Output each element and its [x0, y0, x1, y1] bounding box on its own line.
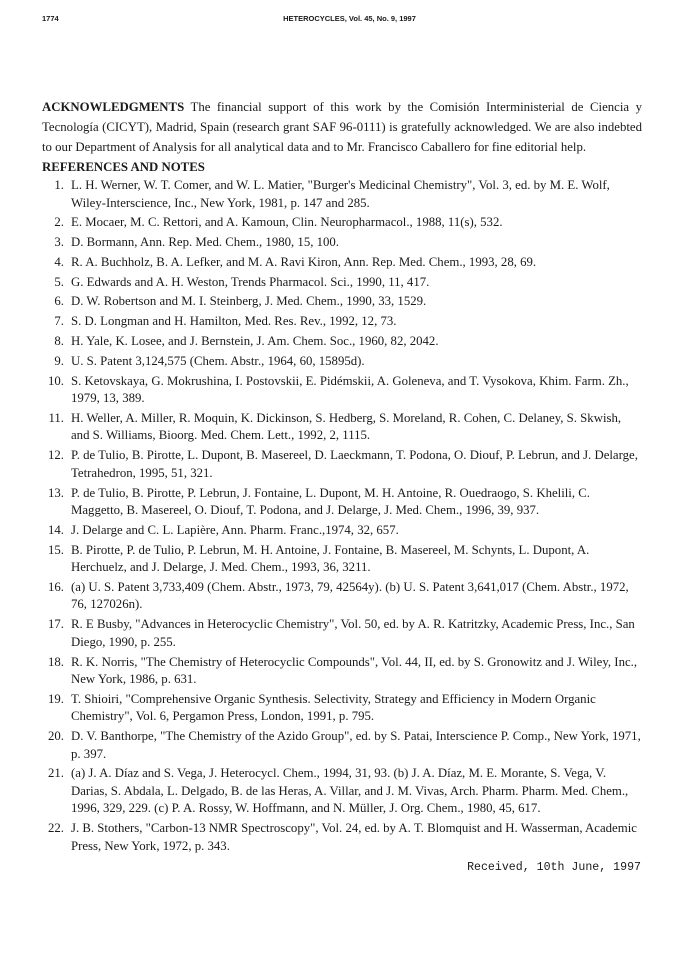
reference-text: D. V. Banthorpe, "The Chemistry of the Azido Group", ed. by S. Patai, Interscience P. Comp., New York, 1971, p. 397. — [71, 729, 641, 761]
reference-number: 19. — [48, 691, 64, 706]
references-list — [42, 177, 642, 855]
reference-item — [42, 522, 642, 540]
reference-text: P. de Tulio, B. Pirotte, L. Dupont, B. Masereel, D. Laeckmann, T. Podona, O. Diouf, P. Lebrun, and J. Delarge, Tetrahedron, 1995, 51, 321. — [71, 448, 638, 480]
reference-number: 6. — [54, 294, 64, 309]
reference-item — [42, 820, 642, 855]
reference-text: S. D. Longman and H. Hamilton, Med. Res. Rev., 1992, 12, 73. — [71, 314, 397, 329]
reference-number: 14. — [48, 522, 64, 537]
page-number: 1774 — [42, 14, 59, 23]
reference-text: T. Shioiri, "Comprehensive Organic Synthesis. Selectivity, Strategy and Efficiency in Modern Organic Chemistry", Vol. 6, Pergamon Press, London, 1991, p. 795. — [71, 691, 596, 724]
reference-item — [42, 353, 642, 371]
reference-number: 1. — [54, 178, 64, 192]
reference-item — [42, 214, 642, 232]
reference-text: B. Pirotte, P. de Tulio, P. Lebrun, M. H. Antoine, J. Fontaine, B. Masereel, M. Schynts, L. Dupont, A. Herchuelz, and J. Delarge, J. Med. Chem., 1993, 36, 3211. — [71, 542, 590, 575]
reference-text: R. A. Buchholz, B. A. Lefker, and M. A. Ravi Kiron, Ann. Rep. Med. Chem., 1993, 28, 69. — [71, 254, 537, 269]
reference-item — [42, 373, 642, 408]
acknowledgments-paragraph — [42, 97, 642, 157]
reference-item — [42, 765, 642, 818]
reference-item — [42, 654, 642, 689]
reference-text: S. Ketovskaya, G. Mokrushina, I. Postovskii, E. Pidémskii, A. Goleneva, and T. Vysokova, Khim. Farm. Zh., 1979, 13, 389. — [71, 373, 629, 406]
reference-item — [42, 293, 642, 311]
reference-item — [42, 691, 642, 726]
page-body — [42, 97, 642, 858]
reference-number: 16. — [48, 579, 64, 594]
reference-item — [42, 447, 642, 482]
reference-number: 7. — [54, 314, 64, 329]
reference-item — [42, 616, 642, 651]
reference-text: U. S. Patent 3,124,575 (Chem. Abstr., 1964, 60, 15895d). — [71, 353, 365, 368]
reference-number: 18. — [48, 654, 64, 669]
reference-number: 3. — [54, 235, 64, 250]
reference-number: 17. — [48, 617, 64, 632]
reference-number: 21. — [48, 766, 64, 781]
reference-number: 20. — [48, 729, 64, 744]
reference-text: D. W. Robertson and M. I. Steinberg, J. Med. Chem., 1990, 33, 1529. — [71, 294, 427, 309]
journal-running-title: HETEROCYCLES, Vol. 45, No. 9, 1997 — [283, 14, 416, 23]
reference-item — [42, 485, 642, 520]
reference-item — [42, 274, 642, 292]
reference-number: 22. — [48, 821, 64, 836]
reference-text: D. Bormann, Ann. Rep. Med. Chem., 1980, 15, 100. — [71, 235, 340, 250]
reference-text: (a) J. A. Díaz and S. Vega, J. Heterocycl. Chem., 1994, 31, 93. (b) J. A. Díaz, M. E. Morante, S. Vega, V. Darias, S. Abdala, L. Delgado, B. de las Heras, A. Villar, and J. M. Vivas, Arch. Pharm. Pharm. Med. Chem., 1996, 329, 229. (c) P. A. Rossy, W. Hoffmann, and N. Müller, J. Org. Chem., 1980, 45, 617. — [71, 766, 629, 816]
reference-number: 10. — [48, 373, 64, 388]
reference-number: 11. — [48, 410, 64, 425]
reference-number: 5. — [54, 274, 64, 289]
reference-text: J. Delarge and C. L. Lapière, Ann. Pharm. Franc.,1974, 32, 657. — [71, 522, 399, 537]
reference-item — [42, 177, 642, 212]
reference-text: H. Yale, K. Losee, and J. Bernstein, J. Am. Chem. Soc., 1960, 82, 2042. — [71, 334, 439, 349]
reference-text: R. E Busby, "Advances in Heterocyclic Chemistry", Vol. 50, ed. by A. R. Katritzky, Academic Press, Inc., San Diego, 1990, p. 255. — [71, 617, 635, 649]
reference-text: H. Weller, A. Miller, R. Moquin, K. Dickinson, S. Hedberg, S. Moreland, R. Cohen, C. Delaney, S. Skwish, and S. Williams, Bioorg. Med. Chem. Lett., 1992, 2, 1115. — [71, 410, 622, 443]
reference-item — [42, 234, 642, 252]
reference-item — [42, 542, 642, 577]
reference-number: 13. — [48, 485, 64, 500]
acknowledgments-section — [42, 97, 642, 157]
reference-number: 15. — [48, 542, 64, 557]
received-date: Received, 10th June, 1997 — [467, 861, 641, 874]
reference-number: 2. — [54, 215, 64, 230]
reference-number: 8. — [54, 334, 64, 349]
reference-text: E. Mocaer, M. C. Rettori, and A. Kamoun, Clin. Neuropharmacol., 1988, 11(s), 532. — [71, 215, 503, 230]
reference-text: P. de Tulio, B. Pirotte, P. Lebrun, J. Fontaine, L. Dupont, M. H. Antoine, R. Ouedraogo, S. Khelili, C. Maggetto, B. Masereel, O. Diouf, T. Podona, and J. Delarge, J. Med. Chem., 1996, 39, 937. — [71, 485, 590, 518]
acknowledgments-heading: ACKNOWLEDGMENTS — [42, 100, 185, 114]
reference-text: L. H. Werner, W. T. Comer, and W. L. Matier, "Burger's Medicinal Chemistry", Vol. 3, ed. by M. E. Wolf, Wiley-Interscience, Inc., New York, 1981, p. 147 and 285. — [71, 178, 610, 210]
reference-item — [42, 410, 642, 445]
reference-text: (a) U. S. Patent 3,733,409 (Chem. Abstr., 1973, 79, 42564y). (b) U. S. Patent 3,641,017 (Chem. Abstr., 1972, 76, 127026n). — [71, 579, 629, 612]
reference-number: 4. — [54, 254, 64, 269]
reference-item — [42, 333, 642, 351]
reference-item — [42, 728, 642, 763]
acknowledgments-text: The financial support of this work by the Comisión Interministerial de Ciencia y Tecnología (CICYT), Madrid, Spain (research grant SAF 96-0111) is gratefully acknowledged. We are also indebted to our Department of Analysis for all analytical data and to Mr. Francisco Caballero for fine editorial help. — [42, 100, 642, 154]
reference-text: G. Edwards and A. H. Weston, Trends Pharmacol. Sci., 1990, 11, 417. — [71, 274, 430, 289]
reference-number: 12. — [48, 448, 64, 463]
references-heading: REFERENCES AND NOTES — [42, 160, 205, 174]
reference-item — [42, 313, 642, 331]
reference-text: R. K. Norris, "The Chemistry of Heterocyclic Compounds", Vol. 44, II, ed. by S. Gronowitz and J. Wiley, Inc., New York, 1986, p. 631. — [71, 654, 638, 687]
page-header — [42, 14, 657, 28]
reference-text: J. B. Stothers, "Carbon-13 NMR Spectroscopy", Vol. 24, ed. by A. T. Blomquist and H. Wasserman, Academic Press, New York, 1972, p. 343. — [71, 821, 637, 853]
reference-item — [42, 579, 642, 614]
reference-item — [42, 254, 642, 272]
reference-number: 9. — [54, 353, 64, 368]
